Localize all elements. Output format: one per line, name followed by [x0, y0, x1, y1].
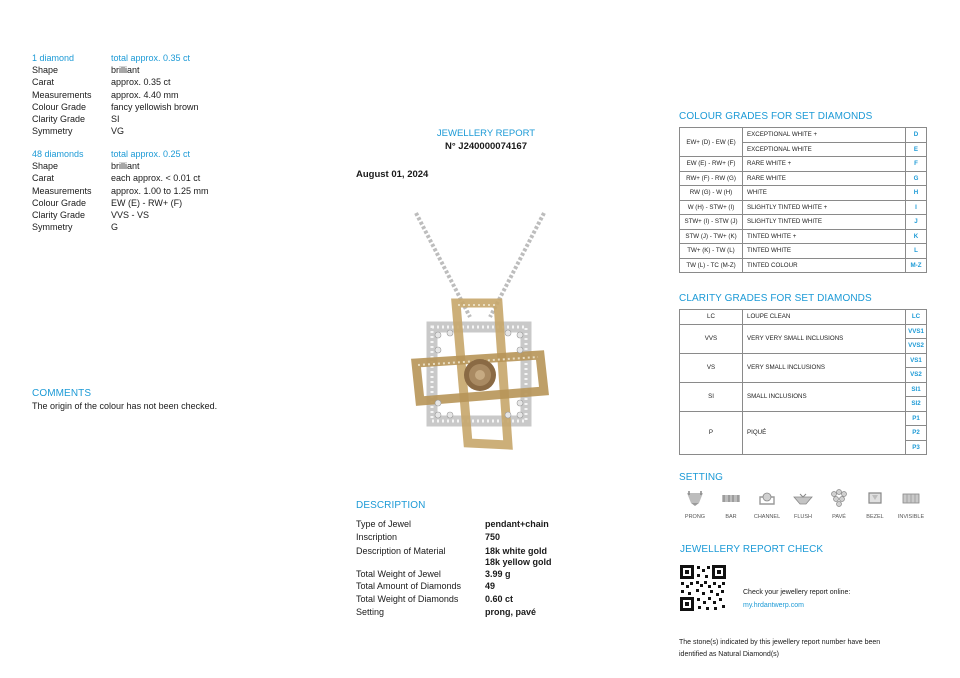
spec-value: approx. 1.00 to 1.25 mm: [111, 185, 209, 196]
setting-label: FLUSH: [793, 514, 813, 520]
colour-code-cell: L: [906, 244, 927, 259]
description-list: [356, 518, 552, 619]
description-row: [356, 557, 552, 568]
colour-code-cell: J: [906, 215, 927, 230]
setting-title: SETTING: [679, 472, 724, 483]
spec-key: Colour Grade: [32, 197, 87, 208]
colour-left-cell: RW+ (F) - RW (G): [680, 171, 743, 186]
setting-item-flush: [787, 489, 819, 520]
description-value: 750: [485, 531, 501, 542]
clarity-grades-title: CLARITY GRADES FOR SET DIAMONDS: [679, 293, 872, 304]
description-key: Total Weight of Jewel: [356, 568, 441, 579]
colour-code-cell: G: [906, 171, 927, 186]
bar-icon: [720, 489, 742, 507]
clarity-code-cell: VS2: [906, 368, 927, 383]
description-row: [356, 580, 552, 593]
colour-grades-title: COLOUR GRADES FOR SET DIAMONDS: [679, 111, 873, 122]
clarity-desc-cell: VERY VERY SMALL INCLUSIONS: [743, 324, 906, 353]
spec-value: fancy yellowish brown: [111, 101, 199, 112]
colour-middle-cell: TINTED WHITE: [743, 244, 906, 259]
colour-code-cell: H: [906, 186, 927, 201]
description-row: [356, 518, 552, 531]
invisible-icon: [900, 489, 922, 507]
colour-grades-table: [679, 127, 927, 273]
qr-code-graphic: [680, 565, 726, 611]
clarity-code-cell: P1: [906, 411, 927, 426]
spec-value: VG: [111, 126, 125, 137]
description-key: Setting: [356, 606, 385, 617]
clarity-abbr-cell: VS: [680, 353, 743, 382]
statement-line-1: The stone(s) indicated by this jewellery report number have been: [679, 639, 881, 646]
spec-key: Shape: [32, 161, 59, 172]
report-check-title: JEWELLERY REPORT CHECK: [680, 544, 824, 555]
clarity-abbr-cell: P: [680, 411, 743, 455]
pendant-illustration: [398, 205, 560, 465]
spec-key: Symmetry: [32, 222, 73, 233]
flush-icon: [792, 489, 814, 507]
setting-item-invisible: [895, 489, 927, 520]
prong-icon: [684, 489, 706, 507]
setting-item-bar: [715, 489, 747, 520]
stone-1-heading: 1 diamond: [32, 53, 75, 63]
colour-code-cell: E: [906, 142, 927, 157]
spec-key: Clarity Grade: [32, 114, 86, 125]
description-key: Total Weight of Diamonds: [356, 594, 459, 605]
clarity-code-cell: VVS1: [906, 324, 927, 339]
stone-spec-1: [32, 52, 199, 137]
report-header: [356, 128, 616, 152]
colour-left-cell: STW (J) - TW+ (K): [680, 229, 743, 244]
spec-key: Shape: [32, 65, 59, 76]
setting-label: PAVÉ: [832, 514, 846, 520]
report-title: JEWELLERY REPORT: [436, 128, 536, 139]
description-row: [356, 593, 552, 606]
colour-middle-cell: SLIGHTLY TINTED WHITE +: [743, 200, 906, 215]
natural-diamond-statement: [679, 637, 880, 661]
description-value: 18k yellow gold: [485, 556, 552, 567]
spec-key: Carat: [32, 77, 55, 88]
description-row: [356, 606, 552, 619]
clarity-grades-table: [679, 309, 927, 455]
clarity-code-cell: P2: [906, 426, 927, 441]
spec-value: VVS - VS: [111, 210, 150, 221]
colour-middle-cell: RARE WHITE: [743, 171, 906, 186]
spec-value: SI: [111, 114, 120, 125]
spec-value: EW (E) - RW+ (F): [111, 197, 183, 208]
pave-icon: [828, 489, 850, 507]
colour-left-cell: RW (G) - W (H): [680, 186, 743, 201]
clarity-desc-cell: VERY SMALL INCLUSIONS: [743, 353, 906, 382]
colour-code-cell: F: [906, 157, 927, 172]
spec-key: Colour Grade: [32, 101, 87, 112]
setting-label: PRONG: [684, 514, 706, 520]
description-row: [356, 568, 552, 581]
setting-label: INVISIBLE: [897, 514, 925, 520]
colour-middle-cell: TINTED WHITE +: [743, 229, 906, 244]
clarity-code-cell: VVS2: [906, 339, 927, 354]
colour-middle-cell: SLIGHTLY TINTED WHITE: [743, 215, 906, 230]
clarity-code-cell: LC: [906, 310, 927, 325]
report-check-text: Check your jewellery report online:: [743, 589, 851, 596]
clarity-desc-cell: SMALL INCLUSIONS: [743, 382, 906, 411]
report-check-link[interactable]: my.hrdantwerp.com: [743, 602, 804, 609]
colour-left-cell: STW+ (I) - STW (J): [680, 215, 743, 230]
colour-middle-cell: RARE WHITE +: [743, 157, 906, 172]
stone-spec-2: [32, 148, 209, 233]
description-row: [356, 531, 552, 544]
colour-middle-cell: WHITE: [743, 186, 906, 201]
description-key: Type of Jewel: [356, 519, 412, 529]
stone-2-total: total approx. 0.25 ct: [111, 149, 191, 159]
clarity-desc-cell: LOUPE CLEAN: [743, 310, 906, 325]
spec-key: Symmetry: [32, 126, 73, 137]
spec-value: approx. 4.40 mm: [111, 89, 179, 100]
setting-label: BEZEL: [866, 514, 884, 520]
setting-item-channel: [751, 489, 783, 520]
colour-middle-cell: EXCEPTIONAL WHITE +: [743, 128, 906, 143]
statement-line-2: identified as Natural Diamond(s): [679, 651, 779, 658]
setting-label: CHANNEL: [753, 514, 781, 520]
clarity-desc-cell: PIQUÉ: [743, 411, 906, 455]
colour-left-cell: EW+ (D) - EW (E): [680, 128, 743, 157]
clarity-code-cell: SI2: [906, 397, 927, 412]
comments-title: COMMENTS: [32, 388, 92, 399]
clarity-code-cell: VS1: [906, 353, 927, 368]
description-key: [356, 557, 485, 568]
spec-value: each approx. < 0.01 ct: [111, 173, 201, 184]
stone-1-total: total approx. 0.35 ct: [111, 53, 191, 63]
colour-left-cell: TW (L) - TC (M-Z): [680, 258, 743, 273]
description-value: prong, pavé: [485, 606, 537, 617]
description-value: 18k white gold: [485, 545, 548, 556]
spec-key: Carat: [32, 173, 55, 184]
colour-left-cell: TW+ (K) - TW (L): [680, 244, 743, 259]
colour-code-cell: I: [906, 200, 927, 215]
colour-middle-cell: EXCEPTIONAL WHITE: [743, 142, 906, 157]
clarity-code-cell: SI1: [906, 382, 927, 397]
setting-item-bezel: [859, 489, 891, 520]
clarity-abbr-cell: LC: [680, 310, 743, 325]
spec-value: G: [111, 222, 119, 233]
colour-code-cell: D: [906, 128, 927, 143]
setting-item-prong: [679, 489, 711, 520]
setting-item-pave: [823, 489, 855, 520]
report-date: August 01, 2024: [356, 169, 429, 180]
description-key: Description of Material: [356, 545, 446, 556]
description-value: 0.60 ct: [485, 594, 514, 605]
colour-code-cell: M-Z: [906, 258, 927, 273]
bezel-icon: [864, 489, 886, 507]
clarity-abbr-cell: SI: [680, 382, 743, 411]
stone-2-heading: 48 diamonds: [32, 149, 84, 159]
description-key: Inscription: [356, 531, 398, 542]
colour-middle-cell: TINTED COLOUR: [743, 258, 906, 273]
channel-icon: [756, 489, 778, 507]
report-number: N° J240000074167: [445, 141, 527, 152]
spec-key: Measurements: [32, 89, 92, 100]
spec-value: approx. 0.35 ct: [111, 77, 171, 88]
colour-left-cell: EW (E) - RW+ (F): [680, 157, 743, 172]
pendant-photo: [398, 205, 560, 465]
description-key: Total Amount of Diamonds: [356, 581, 462, 592]
spec-value: brilliant: [111, 65, 140, 76]
description-row: [356, 546, 552, 557]
comments-text: The origin of the colour has not been checked.: [32, 401, 218, 411]
spec-key: Measurements: [32, 185, 92, 196]
setting-label: BAR: [725, 514, 737, 520]
clarity-abbr-cell: VVS: [680, 324, 743, 353]
qr-code: [680, 565, 726, 611]
colour-left-cell: W (H) - STW+ (I): [680, 200, 743, 215]
description-value: pendant+chain: [485, 519, 549, 529]
spec-key: Clarity Grade: [32, 210, 86, 221]
spec-value: brilliant: [111, 161, 140, 172]
description-value: 49: [485, 581, 496, 592]
colour-code-cell: K: [906, 229, 927, 244]
clarity-code-cell: P3: [906, 440, 927, 455]
description-title: DESCRIPTION: [356, 500, 426, 511]
description-value: 3.99 g: [485, 568, 511, 579]
